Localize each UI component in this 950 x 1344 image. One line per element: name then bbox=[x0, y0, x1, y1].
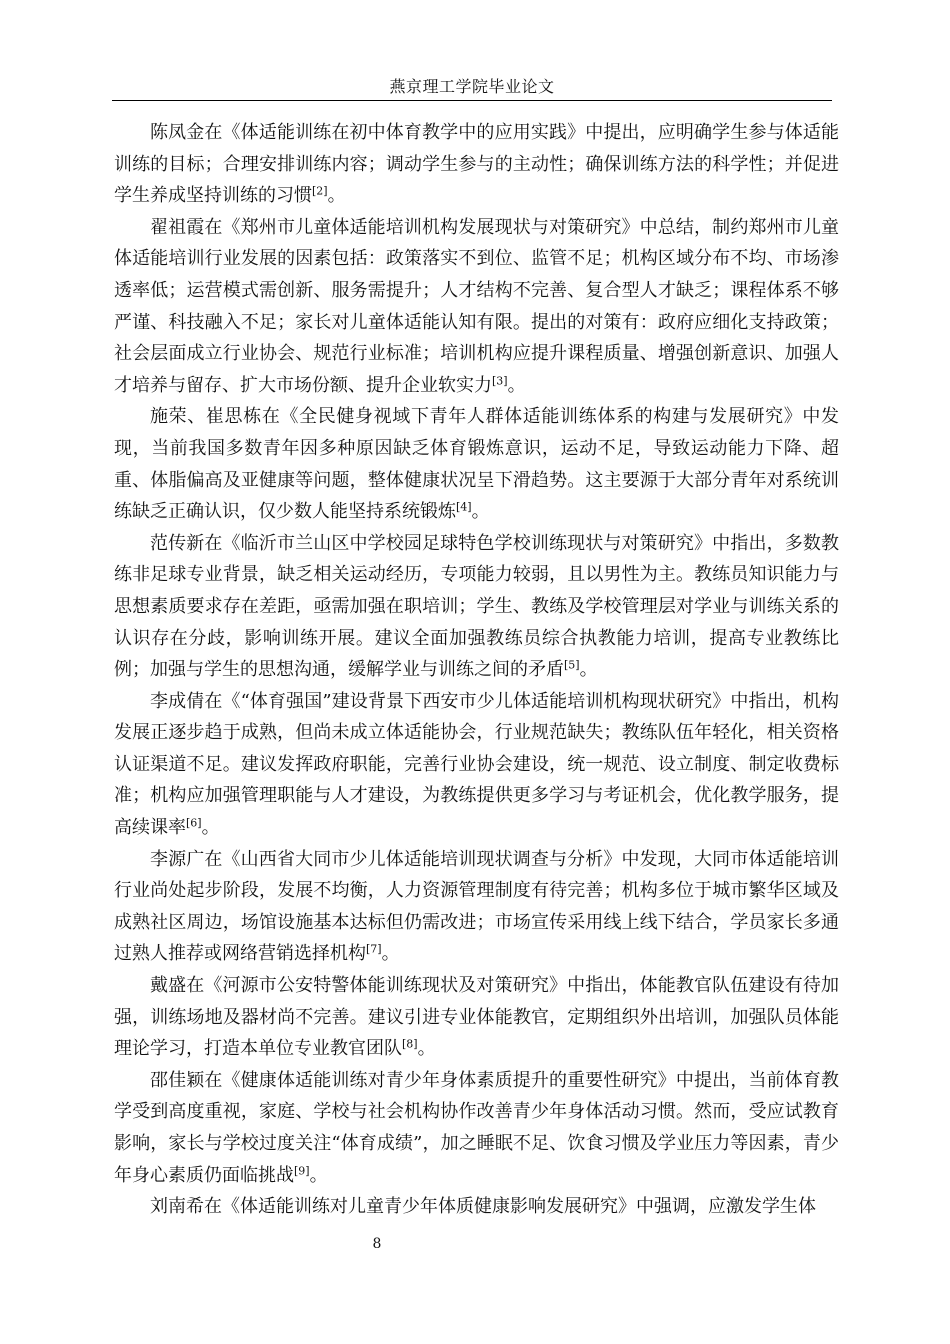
citation-ref: [6] bbox=[186, 816, 202, 830]
paragraph-text: 戴盛在《河源市公安特警体能训练现状及对策研究》中指出，体能教官队伍建设有待加强，训练场地及器材尚不完善。建议引进专业体能教官，定期组织外出培训，加强队员体能理论学习，打造本单位专业教官团队 bbox=[114, 975, 839, 1060]
paragraph-chen-fengjin bbox=[114, 117, 839, 212]
paragraph-zhai-zuxia bbox=[114, 212, 839, 402]
header-divider bbox=[112, 100, 832, 101]
paragraph-li-chengqian bbox=[114, 686, 839, 844]
paragraph-text: 邵佳颖在《健康体适能训练对青少年身体素质提升的重要性研究》中提出，当前体育教学受到高度重视，家庭、学校与社会机构协作改善青少年身体活动习惯。然而，受应试教育影响，家长与学校过度关注“体育成绩”，加之睡眠不足、饮食习惯及学业压力等因素，青少年身心素质仍面临挑战 bbox=[114, 1069, 839, 1186]
paragraph-shao-jiaying bbox=[114, 1065, 839, 1191]
paragraph-end: 。 bbox=[417, 1038, 436, 1060]
paragraph-end: 。 bbox=[381, 943, 400, 965]
paragraph-text: 翟祖霞在《郑州市儿童体适能培训机构发展现状与对策研究》中总结，制约郑州市儿童体适能培训行业发展的因素包括：政策落实不到位、监管不足；机构区域分布不均、市场渗透率低；运营模式需创新、服务需提升；人才结构不完善、复合型人才缺乏；课程体系不够严谨、科技融入不足；家长对儿童体适能认知有限。提出的对策有：政府应细化支持政策；社会层面成立行业协会、规范行业标准；培训机构应提升课程质量、增强创新意识、加强人才培养与留存、扩大市场份额、提升企业软实力 bbox=[114, 216, 839, 396]
paragraph-end: 。 bbox=[471, 501, 490, 523]
citation-ref: [5] bbox=[564, 658, 580, 672]
paragraph-end: 。 bbox=[309, 1164, 328, 1186]
paragraph-liu-nanxi bbox=[114, 1191, 839, 1223]
paragraph-text: 刘南希在《体适能训练对儿童青少年体质健康影响发展研究》中强调，应激发学生体 bbox=[150, 1196, 816, 1218]
paragraph-li-yuanguang bbox=[114, 844, 839, 970]
paragraph-end: 。 bbox=[201, 817, 220, 839]
paragraph-shi-rong bbox=[114, 401, 839, 527]
citation-ref: [3] bbox=[492, 374, 508, 388]
paragraph-end: 。 bbox=[579, 659, 598, 681]
citation-ref: [7] bbox=[366, 942, 382, 956]
paragraph-text: 范传新在《临沂市兰山区中学校园足球特色学校训练现状与对策研究》中指出，多数教练非足球专业背景，缺乏相关运动经历，专项能力较弱，且以男性为主。教练员知识能力与思想素质要求存在差距，亟需加强在职培训；学生、教练及学校管理层对学业与训练关系的认识存在分歧，影响训练开展。建议全面加强教练员综合执教能力培训，提高专业教练比例；加强与学生的思想沟通，缓解学业与训练之间的矛盾 bbox=[114, 532, 839, 681]
citation-ref: [9] bbox=[294, 1164, 310, 1177]
paragraph-text: 施荣、崔思栋在《全民健身视域下青年人群体适能训练体系的构建与发展研究》中发现，当前我国多数青年因多种原因缺乏体育锻炼意识，运动不足，导致运动能力下降、超重、体脂偏高及亚健康等问题，整体健康状况呈下滑趋势。这主要源于大部分青年对系统训练缺乏正确认识，仅少数人能坚持系统锻炼 bbox=[114, 406, 839, 523]
citation-ref: [4] bbox=[456, 500, 472, 514]
body-text bbox=[114, 117, 839, 1223]
paragraph-text: 李成倩在《“体育强国”建设背景下西安市少儿体适能培训机构现状研究》中指出，机构发展正逐步趋于成熟，但尚未成立体适能协会，行业规范缺失；教练队伍年轻化，相关资格认证渠道不足。建议发挥政府职能，完善行业协会建设，统一规范、设立制度、制定收费标准；机构应加强管理职能与人才建设，为教练提供更多学习与考证机会，优化教学服务，提高续课率 bbox=[114, 690, 839, 839]
paragraph-end: 。 bbox=[507, 374, 526, 396]
citation-ref: [8] bbox=[402, 1037, 418, 1051]
paragraph-fan-chuanxin bbox=[114, 528, 839, 686]
running-header: 燕京理工学院毕业论文 bbox=[389, 77, 555, 96]
page-number: 8 bbox=[372, 1236, 382, 1252]
paragraph-dai-sheng bbox=[114, 970, 839, 1065]
paragraph-text: 陈凤金在《体适能训练在初中体育教学中的应用实践》中提出，应明确学生参与体适能训练的目标；合理安排训练内容；调动学生参与的主动性；确保训练方法的科学性；并促进学生养成坚持训练的习惯 bbox=[114, 122, 839, 207]
citation-ref: [2] bbox=[312, 184, 328, 198]
paragraph-text: 李源广在《山西省大同市少儿体适能培训现状调查与分析》中发现，大同市体适能培训行业尚处起步阶段，发展不均衡，人力资源管理制度有待完善；机构多位于城市繁华区域及成熟社区周边，场馆设施基本达标但仍需改进；市场宣传采用线上线下结合，学员家长多通过熟人推荐或网络营销选择机构 bbox=[114, 848, 839, 965]
paragraph-end: 。 bbox=[327, 185, 346, 207]
